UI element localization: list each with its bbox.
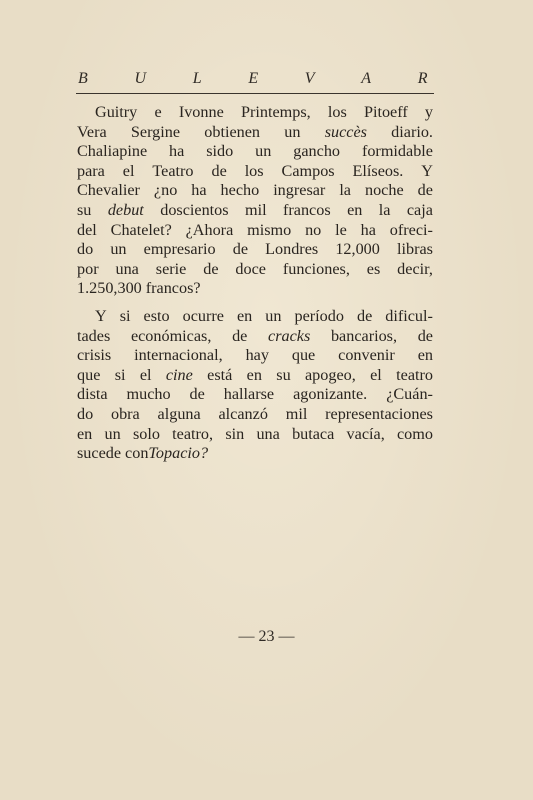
running-head-letter: B (78, 70, 89, 87)
text-line (77, 201, 433, 221)
word: un (110, 240, 127, 259)
word: ¿no (153, 181, 178, 200)
text-line (77, 181, 433, 201)
word: ofreci- (389, 220, 433, 239)
word: en (246, 365, 262, 384)
word: de (417, 326, 433, 345)
word: libras (396, 240, 433, 259)
word: un (255, 142, 272, 161)
text-line (77, 385, 433, 405)
word: el (370, 365, 382, 384)
text-line (77, 240, 433, 260)
word: teatro, (172, 424, 214, 443)
word: teatro (396, 365, 433, 384)
word: una (115, 259, 139, 278)
word: do (77, 240, 94, 259)
word: en (77, 424, 93, 443)
word: alcanzó (218, 404, 268, 423)
word: una (256, 424, 280, 443)
word: un (265, 306, 282, 325)
word: de (232, 240, 248, 259)
running-head-letter: R (417, 70, 428, 87)
word: le (335, 220, 347, 239)
header-rule (76, 93, 434, 94)
word: Chaliapine (77, 142, 148, 161)
word: de (189, 385, 205, 404)
word: Ivonne (178, 103, 224, 121)
word: si (114, 365, 126, 384)
word: Elíseos. (352, 161, 404, 180)
word: gancho (293, 142, 341, 161)
text-line (77, 425, 433, 445)
word: si (119, 306, 131, 325)
word: mismo (247, 220, 292, 239)
word: Guitry (95, 103, 138, 121)
word: hecho (220, 181, 260, 200)
word: del (77, 220, 97, 239)
word: dista (77, 385, 108, 404)
word: período (294, 306, 344, 325)
text-line (77, 405, 433, 425)
text-line (77, 366, 433, 386)
word: apogeo, (305, 365, 356, 384)
word: está (207, 365, 233, 384)
word: francos? (145, 279, 201, 298)
word: un (104, 424, 121, 443)
text-line (77, 123, 433, 143)
word: Chevalier (77, 181, 140, 200)
word: doce (235, 259, 266, 278)
word: Vera (77, 122, 107, 141)
word: como (396, 424, 433, 443)
word: serie (155, 259, 187, 278)
running-head-letter: U (134, 70, 147, 87)
text-line (77, 103, 433, 123)
word: mil (244, 200, 267, 219)
word: de (211, 161, 227, 180)
word: alguna (157, 404, 201, 423)
word: decir, (397, 259, 433, 278)
text-line (77, 307, 433, 327)
word: de (203, 259, 219, 278)
text-line (77, 444, 433, 464)
word: mucho (126, 385, 171, 404)
word: de (356, 306, 373, 325)
word: Campos (281, 161, 335, 180)
word: internacional, (134, 346, 223, 365)
word: no (305, 220, 322, 239)
text-line (77, 346, 433, 366)
word: ocurre (182, 306, 224, 325)
word: Y (95, 306, 107, 325)
text-line (77, 142, 433, 162)
text-line (77, 279, 433, 299)
italic-word: cracks (268, 326, 311, 345)
word: su (77, 200, 92, 219)
italic-word: Topacio? (148, 444, 209, 463)
word: sido (206, 142, 234, 161)
word: Pitoeff (363, 103, 408, 121)
word: obra (110, 404, 140, 423)
word: en (417, 346, 433, 365)
word: ha (360, 220, 376, 239)
page-number: — 23 — (238, 628, 295, 645)
word: noche (364, 181, 404, 200)
word: Chatelet? (110, 220, 172, 239)
paragraph-1 (77, 103, 433, 299)
word: bancarios, (330, 326, 398, 345)
word: la (378, 200, 391, 219)
word: los (244, 161, 264, 180)
running-head-letter: L (192, 70, 203, 87)
word: e (154, 103, 162, 121)
word: ingresar (273, 181, 326, 200)
word: Y (421, 161, 433, 180)
word: hallarse (223, 385, 275, 404)
word: su (276, 365, 291, 384)
word: sucede (77, 444, 122, 463)
word: esto (143, 306, 170, 325)
running-head (78, 70, 428, 88)
text-line (77, 162, 433, 182)
text-line (77, 221, 433, 241)
word: ¿Ahora (185, 220, 234, 239)
word: por (77, 259, 99, 278)
paragraph-2 (77, 307, 433, 464)
word: de (232, 326, 248, 345)
word: tades (77, 326, 111, 345)
word: solo (132, 424, 160, 443)
word: ¿Cuán- (386, 385, 433, 404)
word: dificul- (385, 306, 433, 325)
word: que (77, 365, 101, 384)
word: y (424, 103, 433, 121)
word: funciones, (282, 259, 350, 278)
word: butaca (292, 424, 335, 443)
word: hay (245, 346, 269, 365)
word: mil (285, 404, 308, 423)
word: el (139, 365, 152, 384)
italic-word: debut (107, 200, 144, 219)
word: agonizante. (293, 385, 368, 404)
word: diario. (391, 122, 433, 141)
word: en (347, 200, 363, 219)
word: de (417, 181, 433, 200)
word: ha (169, 142, 185, 161)
word: los (327, 103, 347, 121)
body-text (77, 103, 433, 464)
word: obtienen (204, 122, 261, 141)
word: 1.250,300 (77, 279, 142, 298)
word: crisis (77, 346, 112, 365)
text-line (77, 260, 433, 280)
word: sin (225, 424, 245, 443)
running-head-letter: E (248, 70, 259, 87)
running-head-letter: V (304, 70, 316, 87)
word: francos (283, 200, 331, 219)
word: 12,000 (335, 240, 380, 259)
word: caja (406, 200, 433, 219)
word: Printemps, (240, 103, 311, 121)
word: es (366, 259, 381, 278)
word: el (122, 161, 135, 180)
word: convenir (338, 346, 395, 365)
word: la (339, 181, 351, 200)
word: ha (191, 181, 207, 200)
word: vacía, (346, 424, 385, 443)
word: doscientos (160, 200, 229, 219)
word: representaciones (325, 404, 433, 423)
word: con (125, 444, 149, 463)
word: formidable (361, 142, 433, 161)
italic-word: succès (324, 122, 367, 141)
word: do (77, 404, 94, 423)
word: económicas, (130, 326, 212, 345)
word: en (237, 306, 253, 325)
word: empresario (143, 240, 216, 259)
word: Teatro (152, 161, 194, 180)
running-head-letter: A (361, 70, 372, 87)
word: Sergine (130, 122, 181, 141)
word: un (284, 122, 301, 141)
text-line (77, 327, 433, 347)
word: que (291, 346, 316, 365)
word: Londres (265, 240, 319, 259)
word: para (77, 161, 105, 180)
italic-word: cine (165, 365, 193, 384)
